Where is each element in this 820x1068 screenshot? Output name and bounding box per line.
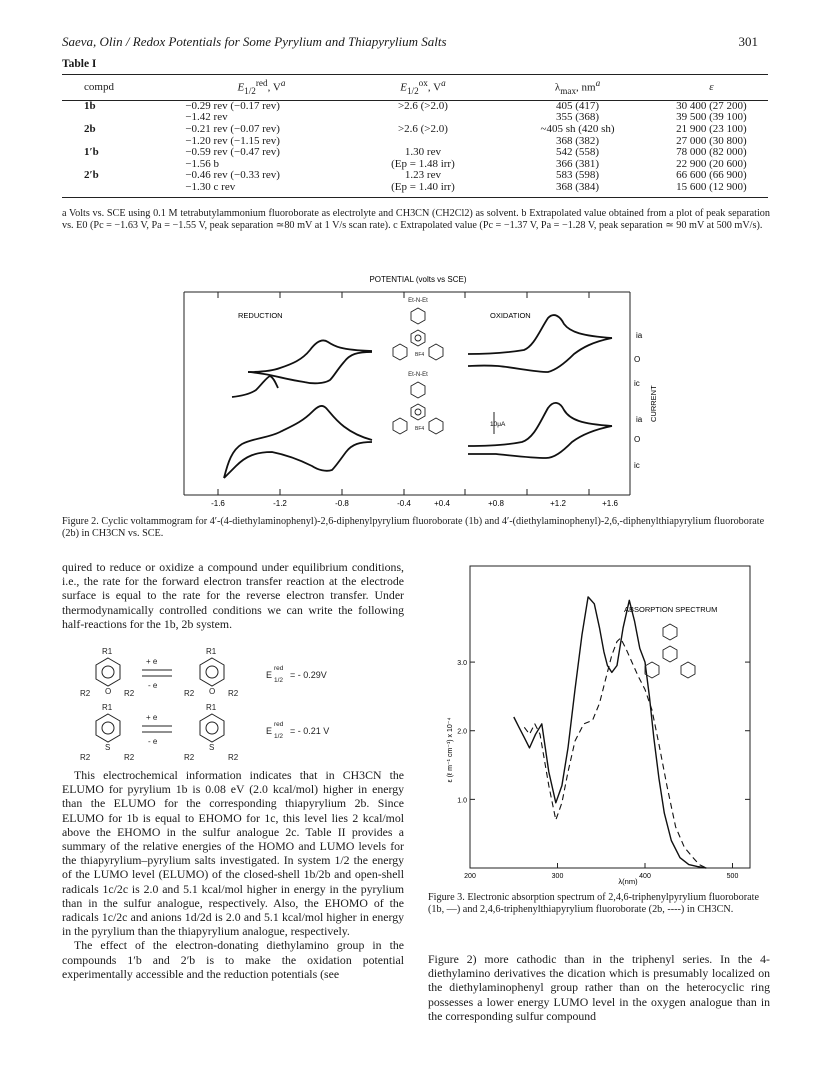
table-cell: (Ep = 1.40 irr): [391, 181, 455, 193]
plus-electron-label: + e: [146, 657, 158, 666]
heteroatom-o: O: [209, 687, 216, 696]
svg-text:BF4: BF4: [415, 426, 425, 432]
table-cell: 366 (381): [556, 157, 600, 170]
table-row: [62, 124, 768, 136]
x-tick-label: 400: [639, 873, 651, 880]
table-cell: [62, 112, 177, 124]
pyrylium-structure-icon: [393, 298, 443, 360]
substituent-r1: R1: [206, 703, 217, 712]
table-cell: [62, 159, 177, 171]
table-footnote: a Volts vs. SCE using 0.1 M tetrabutylammonium fluoroborate as electrolyte and CH3CN (CH2Cl2) as solvent. b Extrapolated value obtained from a plot of peak separation vs. E0 (Pc = −1.63 V, Pa = −1.55 V, peak separation ≃80 mV at 1 V/s scan rate). c Extrapolated value (Pc = −1.37 V, Pa = −1.28 V, peak separation ≃ 90 mV at 500 mV/s).: [62, 208, 770, 232]
absorption-spectrum-chart: [440, 560, 760, 886]
reduction-potential-thiapyrylium: = - 0.21 V: [290, 726, 330, 736]
table-cell: 27 000 (30 800): [676, 134, 747, 147]
potential-axis-title: POTENTIAL (volts vs SCE): [369, 275, 467, 284]
table-cell: 1.30 rev: [404, 146, 441, 159]
substituent-r2: R2: [124, 689, 135, 698]
figure-3-caption: Figure 3. Electronic absorption spectrum of 2,4,6-triphenylpyrylium fluoroborate (1b, —) and 2,4,6-triphenylthiapyrylium fluoroborate (2b, ----) in CH3CN.: [428, 892, 760, 916]
data-table: [62, 74, 768, 198]
body-paragraph: [428, 952, 770, 1023]
current-axis-title: CURRENT: [649, 385, 658, 422]
heteroatom-o: O: [105, 687, 112, 696]
substituent-r2: R2: [124, 753, 135, 762]
reduction-trace-1b-return: [248, 340, 372, 372]
plus-electron-label: + e: [146, 713, 158, 722]
reduction-label: REDUCTION: [238, 311, 283, 320]
oxidation-trace-1prime-b-return: [468, 338, 612, 372]
table-cell: [62, 182, 177, 197]
oxidation-trace-2prime-b-return: [468, 426, 612, 458]
table-cell: −1.56 b: [185, 157, 220, 170]
substituent-r1: R1: [102, 648, 113, 656]
table-cell: 542 (558): [556, 146, 600, 159]
table-cell: (Ep = 1.48 irr): [391, 157, 455, 170]
table-cell: 1b: [84, 99, 96, 112]
chart-title: ABSORPTION SPECTRUM: [624, 605, 718, 614]
half-reaction-scheme: [80, 648, 400, 764]
table-cell: −1.20 rev (−1.15 rev): [185, 134, 280, 147]
table-cell: 583 (598): [556, 169, 600, 182]
x-tick-label: 500: [726, 873, 739, 880]
svg-text:Et-N-Et: Et-N-Et: [408, 298, 428, 304]
substituent-r2: R2: [80, 753, 91, 762]
substituent-r1: R1: [102, 703, 113, 712]
svg-text:BF4: BF4: [415, 352, 425, 358]
anodic-current-label: ia: [636, 331, 643, 340]
table-cell: 368 (384): [556, 181, 600, 193]
anodic-current-label-lower: ia: [636, 415, 643, 424]
triphenylpyrylium-structure-icon: [645, 624, 695, 678]
table-cell: >2.6 (>2.0): [397, 123, 448, 136]
reduction-trace-1b-wave2: [232, 376, 278, 397]
substituent-r2: R2: [228, 753, 239, 762]
x-tick-label: +1.2: [550, 499, 566, 508]
potential-symbol: E: [266, 726, 273, 736]
potential-symbol: E: [266, 670, 273, 680]
column-header: $E_{1/2}^{red}$, $V^a$: [177, 75, 345, 101]
potential-subscript: 1/2: [274, 677, 284, 684]
table-cell: 405 (417): [556, 99, 600, 112]
x-tick-label: -1.6: [211, 499, 225, 508]
table-row: [62, 182, 768, 197]
table-cell: 1.23 rev: [404, 169, 441, 182]
heteroatom-s: S: [105, 743, 111, 752]
paragraph-text: This electrochemical information indicates that in CH3CN the ELUMO for pyrylium 1b is 0.08 eV (2.0 kcal/mol) higher in energy than the ELUMO for the corresponding thiapyrylium 2b. Since ELUMO for 1b is equal to EHOMO for 1c, this level lies 2 kcal/mol above the EHOMO in the sulfur analogue 2c. Table II provides a summary of the relative energies of the HOMO and LUMO levels for the thiapyrylium–pyrylium salts investigated. In system 1/2 the energy of the LUMO level (ELUMO) of the closed-shell 1b/2b and open-shell radicals 1c/2c is 2.0 and 5.1 kcal/mol higher in energy in the pyrylium than in the sulfur analogue, respectively. Also, the EHOMO of the radicals 1c/2c and anions 1d/2d is 2.0 and 5.1 kcal/mol higher in energy in the pyrylium than the thiapyrylium analogue, respectively.: [62, 768, 404, 939]
minus-electron-label: - e: [148, 737, 158, 746]
reduction-trace-2b-return: [224, 406, 372, 478]
table-cell: 2b: [84, 123, 96, 136]
series-line-1b-solid: [514, 597, 707, 868]
reduction-potential-pyrylium: = - 0.29V: [290, 670, 327, 680]
column-header: compd: [62, 75, 177, 101]
x-tick-label: -0.8: [335, 499, 349, 508]
x-tick-label: 300: [551, 873, 564, 880]
body-paragraph: [62, 768, 404, 981]
table-cell: −1.30 c rev: [185, 181, 236, 193]
table-cell: −0.46 rev (−0.33 rev): [185, 169, 280, 182]
x-tick-label: +0.8: [488, 499, 504, 508]
table-title: Table I: [62, 58, 97, 70]
x-tick-label: +1.6: [602, 499, 618, 508]
table-cell: 78 000 (82 000): [676, 146, 747, 159]
y-tick-label: 1.0: [457, 797, 467, 805]
x-tick-label: -1.2: [273, 499, 287, 508]
oxidation-label: OXIDATION: [490, 311, 531, 320]
substituent-r2: R2: [228, 689, 239, 698]
column-header: $E_{1/2}^{ox}$, $V^a$: [346, 75, 501, 101]
x-tick-label: -0.4: [397, 499, 411, 508]
running-head: Saeva, Olin / Redox Potentials for Some Pyrylium and Thiapyrylium Salts: [62, 34, 447, 49]
reduction-trace-2b: [224, 442, 372, 478]
series-line-2b-dashed: [524, 638, 706, 868]
table-cell: −0.29 rev (−0.17 rev): [185, 99, 280, 112]
cathodic-current-label: ic: [634, 379, 640, 388]
y-tick-label: 3.0: [457, 660, 467, 668]
current-scale-label: 10μA: [490, 421, 506, 428]
substituent-r2: R2: [184, 753, 195, 762]
table-cell: [62, 136, 177, 148]
zero-current-label: O: [634, 355, 641, 364]
table-cell: 39 500 (39 100): [676, 111, 747, 124]
substituent-r2: R2: [80, 689, 91, 698]
figure-2-caption: Figure 2. Cyclic voltammogram for 4′-(4-diethylaminophenyl)-2,6-diphenylpyrylium fluoroborate (1b) and 4′-(diethylaminophenyl)-2,6,-diphenylthiapyrylium fluoroborate (2b) in CH3CN vs. SCE.: [62, 516, 765, 540]
zero-current-label-lower: O: [634, 435, 641, 444]
table-cell: >2.6 (>2.0): [397, 99, 448, 112]
x-tick-label: 200: [464, 873, 476, 880]
potential-superscript: red: [274, 721, 284, 728]
table-cell: 22 900 (20 600): [676, 157, 747, 170]
table-cell: ~405 sh (420 sh): [540, 123, 615, 136]
table-cell: −0.59 rev (−0.47 rev): [185, 146, 280, 159]
oxidation-trace-1prime-b: [468, 315, 612, 354]
table-cell: −1.42 rev: [185, 111, 228, 124]
x-tick-label: +0.4: [434, 499, 450, 508]
cathodic-current-label-lower: ic: [634, 461, 640, 470]
y-axis-label: ε (ℓ m⁻¹ cm⁻¹) x 10⁻⁴: [447, 717, 454, 783]
column-header: $\lambda_{max}$, $nm^a$: [500, 75, 654, 101]
table-cell: −0.21 rev (−0.07 rev): [185, 123, 280, 136]
y-tick-label: 2.0: [457, 728, 467, 736]
table-cell: 355 (368): [556, 111, 600, 124]
column-header: ε: [655, 75, 768, 101]
paragraph-text: The effect of the electron-donating diethylamino group in the compounds 1′b and 2′b is to make the oxidation potential experimentally accessible and the reduction potentials (see: [62, 938, 404, 981]
thiapyrylium-structure-icon: [393, 372, 443, 434]
table-cell: 15 600 (12 900): [676, 181, 747, 193]
paragraph-text: quired to reduce or oxidize a compound under equilibrium conditions, i.e., the rate for the forward electron transfer reaction at the electrode surface is equal to the rate for the reverse electron transfer. Under thermodynamically controlled conditions we can write the following half-reactions for the 1b, 2b system.: [62, 560, 404, 631]
svg-text:Et-N-Et: Et-N-Et: [408, 372, 428, 378]
table-cell: 368 (382): [556, 134, 600, 147]
cyclic-voltammogram-figure: [172, 272, 672, 510]
minus-electron-label: - e: [148, 681, 158, 690]
substituent-r1: R1: [206, 648, 217, 656]
body-paragraph: [62, 560, 404, 631]
table-cell: 1′b: [84, 146, 99, 159]
table-cell: 66 600 (66 900): [676, 169, 747, 182]
heteroatom-s: S: [209, 743, 215, 752]
paragraph-text: Figure 2) more cathodic than in the triphenyl series. In the 4-diethylamino derivatives the dication which is presumably localized on the diethylaminophenyl group rather than on the heterocyclic ring possesses a lower energy LUMO level in the oxygen analogue than in the corresponding sulfur compound: [428, 952, 770, 1023]
table-cell: 2′b: [84, 169, 99, 182]
table-cell: 21 900 (23 100): [676, 123, 747, 136]
page-number: 301: [738, 34, 758, 49]
table-cell: 30 400 (27 200): [676, 99, 747, 112]
potential-subscript: 1/2: [274, 733, 284, 740]
x-axis-label: λ(nm): [618, 877, 638, 886]
potential-superscript: red: [274, 665, 284, 672]
table-header-row: [62, 75, 768, 101]
substituent-r2: R2: [184, 689, 195, 698]
table-row: [62, 100, 768, 112]
